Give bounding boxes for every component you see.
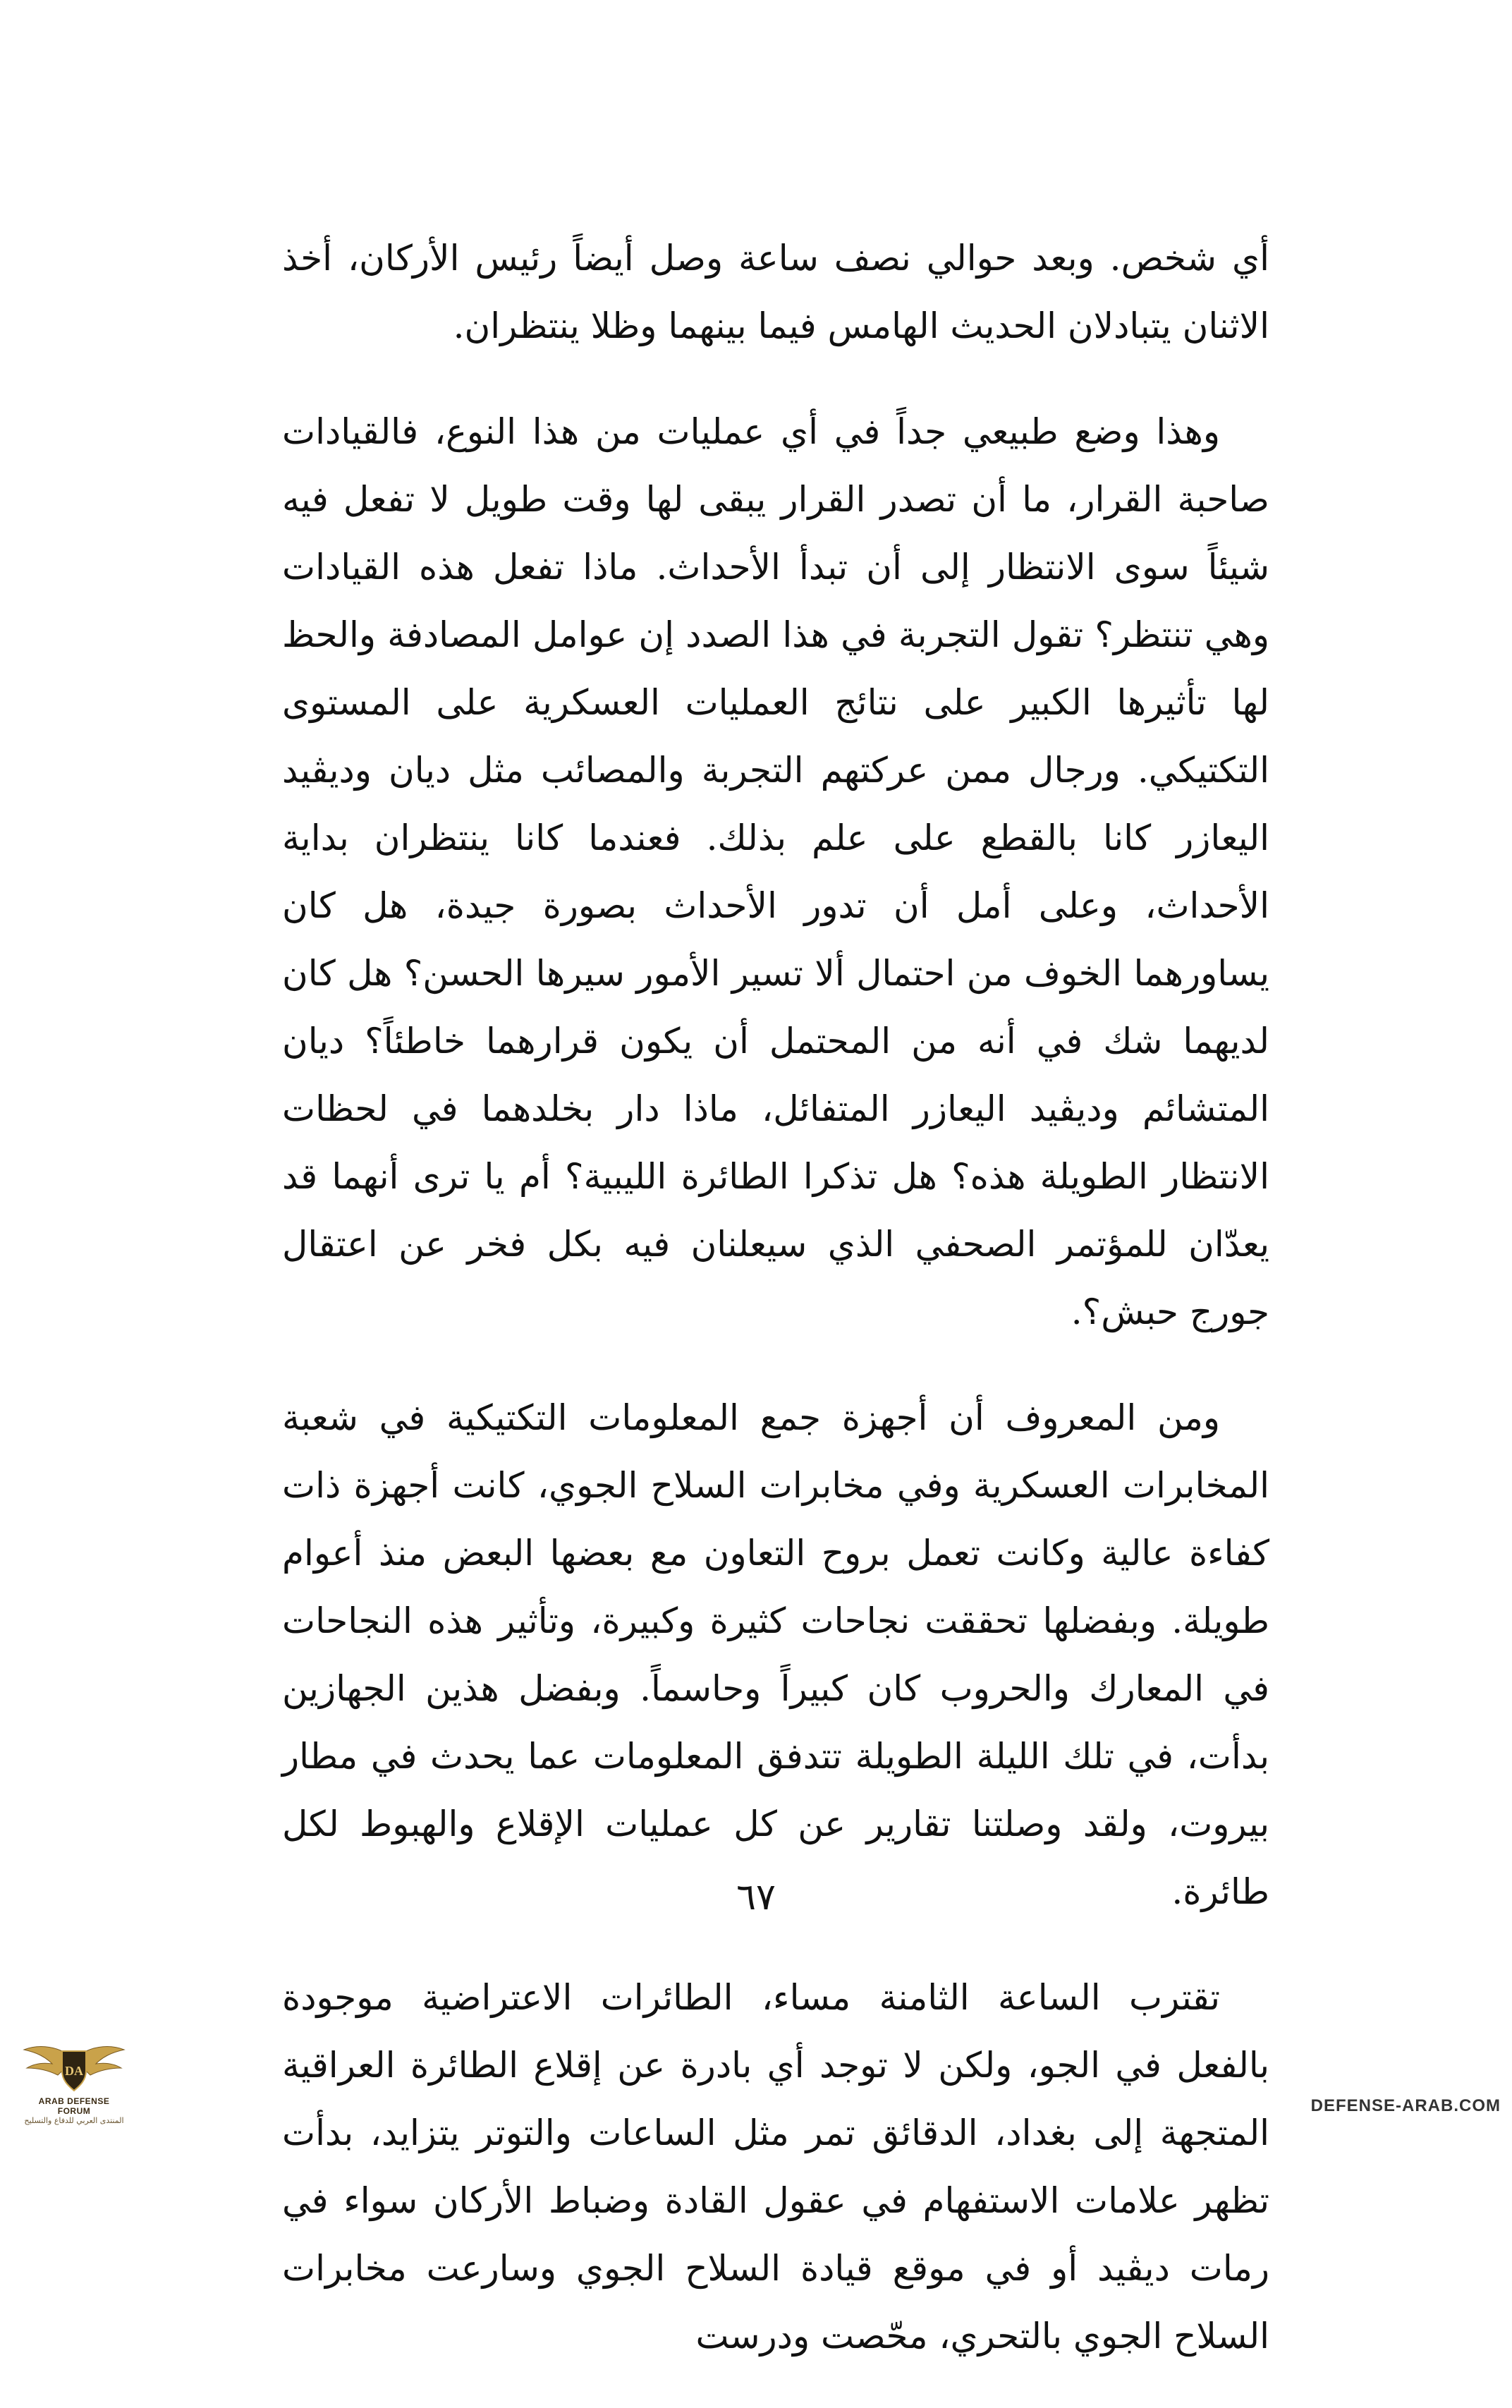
paragraph-3: ومن المعروف أن أجهزة جمع المعلومات التكتيكية في شعبة المخابرات العسكرية وفي مخابرات السلاح الجوي، كانت أجهزة ذات كفاءة عالية وكانت تعمل بروح التعاون مع بعضها البعض منذ أعوام طويلة. وبفضلها تحققت نجاحات كثيرة وكبيرة، وتأثير هذه النجاحات في المعارك والحروب كان كبيراً وحاسماً. وبفضل هذين الجهازين بدأت، في تلك الليلة الطويلة تتدفق المعلومات عما يحدث في مطار بيروت، ولقد وصلتنا تقارير عن كل عمليات الإقلاع والهبوط لكل طائرة. (282, 1397, 1269, 1912)
paragraph-2: وهذا وضع طبيعي جداً في أي عمليات من هذا النوع، فالقيادات صاحبة القرار، ما أن تصدر القرار يبقى لها وقت طويل لا تفعل فيه شيئاً سوى الانتظار إلى أن تبدأ الأحداث. ماذا تفعل هذه القيادات وهي تنتظر؟ تقول التجربة في هذا الصدد إن عوامل المصادفة والحظ لها تأثيرها الكبير على نتائج العمليات العسكرية على المستوى التكتيكي. ورجال ممن عركتهم التجربة والمصائب مثل ديان وديڤيد اليعازر كانا بالقطع على علم بذلك. فعندما كانا ينتظران بداية الأحداث، وعلى أمل أن تدور الأحداث بصورة جيدة، هل كان يساورهما الخوف من احتمال ألا تسير الأمور سيرها الحسن؟ هل كان لديهما شك في أنه من المحتمل أن يكون قرارهما خاطئاً؟ ديان المتشائم وديڤيد اليعازر المتفائل، ماذا دار بخلدهما في لحظات الانتظار الطويلة هذه؟ هل تذكرا الطائرة الليبية؟ أم يا ترى أنهما قد يعدّان للمؤتمر الصحفي الذي سيعلنان فيه بكل فخر عن اعتقال جورج حبش؟. (282, 411, 1269, 1332)
page-number: ٦٧ (736, 1876, 776, 1919)
winged-shield-icon (21, 2031, 127, 2095)
paragraph-4: تقترب الساعة الثامنة مساء، الطائرات الاعتراضية موجودة بالفعل في الجو، ولكن لا توجد أي بادرة عن إقلاع الطائرة العراقية المتجهة إلى بغداد، الدقائق تمر مثل الساعات والتوتر يتزايد، بدأت تظهر علامات الاستفهام في عقول القادة وضباط الأركان سواء في رمات ديڤيد أو في موقع قيادة السلاح الجوي وسارعت مخابرات السلاح الجوي بالتحري، محّصت ودرست (282, 1977, 1269, 2357)
body-text (282, 224, 1269, 2408)
logo-name-en: ARAB DEFENSE FORUM (38, 2096, 110, 2116)
paragraph-1: أي شخص. وبعد حوالي نصف ساعة وصل أيضاً رئيس الأركان، أخذ الاثنان يتبادلان الحديث الهامس فيما بينهما وظلا ينتظران. (282, 238, 1269, 346)
logo-initials: DA (65, 2064, 83, 2078)
site-watermark: DEFENSE-ARAB.COM (1310, 2096, 1501, 2115)
forum-logo (21, 2031, 127, 2123)
logo-name-ar: المنتدى العربي للدفاع والتسليح (24, 2116, 124, 2125)
